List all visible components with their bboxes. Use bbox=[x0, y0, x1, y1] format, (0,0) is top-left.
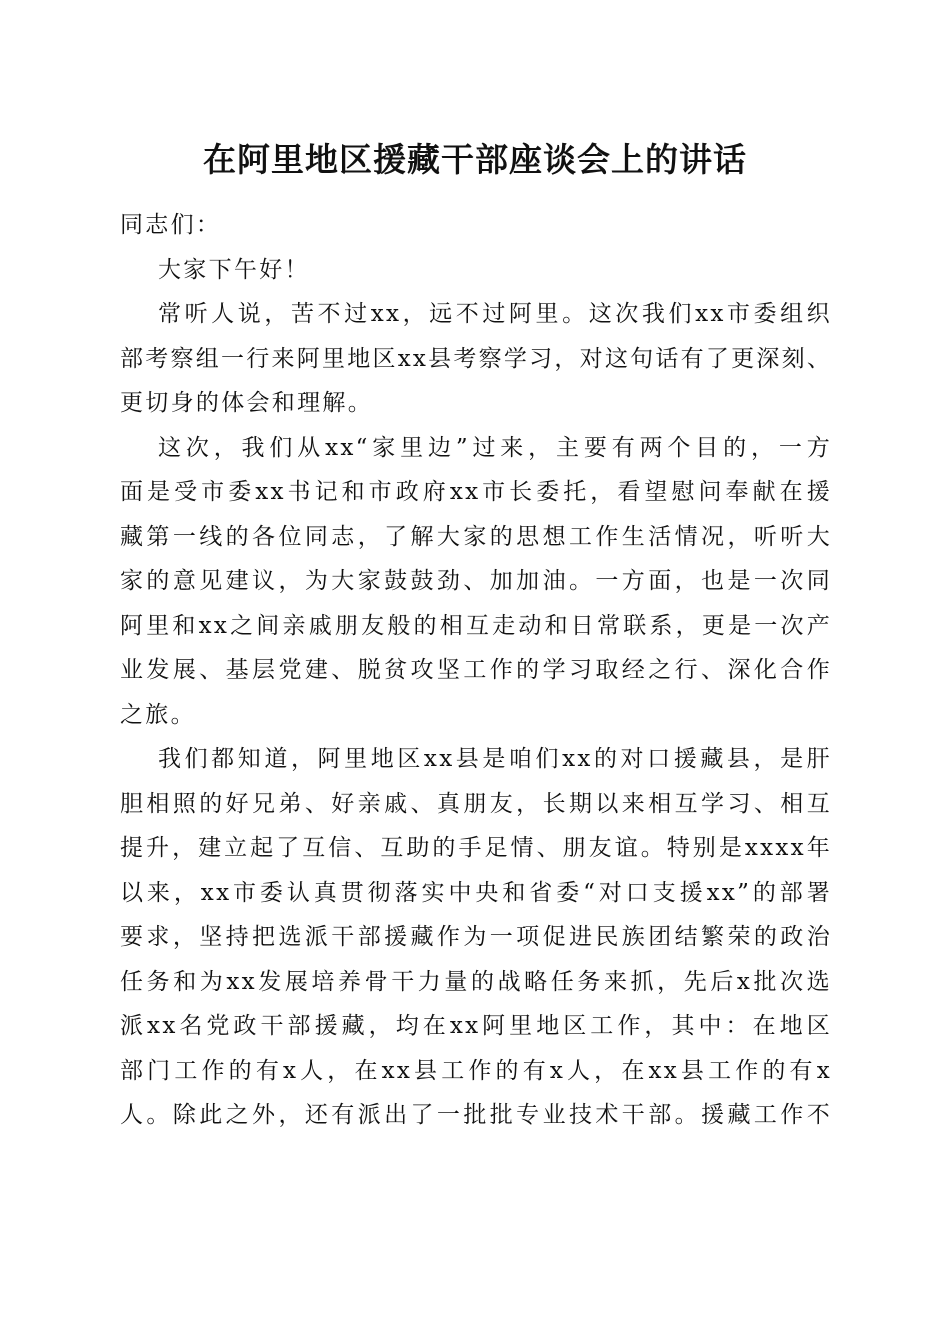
document-title: 在阿里地区援藏干部座谈会上的讲话 bbox=[203, 140, 747, 179]
paragraph-2-line-1: 这次，我们从xx“家里边”过来，主要有两个目的，一方 bbox=[158, 434, 832, 461]
paragraph-2-line-5: 阿里和xx之间亲戚朋友般的相互走动和日常联系，更是一次产 bbox=[120, 612, 832, 639]
paragraph-3-line-2: 胆相照的好兄弟、好亲戚、真朋友，长期以来相互学习、相互 bbox=[120, 790, 832, 817]
paragraph-1-line-2: 部考察组一行来阿里地区xx县考察学习，对这句话有了更深刻、 bbox=[120, 345, 832, 372]
paragraph-3-line-1: 我们都知道，阿里地区xx县是咱们xx的对口援藏县，是肝 bbox=[158, 746, 832, 772]
salutation-line: 同志们： bbox=[120, 212, 222, 238]
paragraph-3-line-7: 派xx名党政干部援藏，均在xx阿里地区工作，其中：在地区 bbox=[120, 1013, 832, 1039]
paragraph-3-line-3: 提升，建立起了互信、互助的手足情、朋友谊。特别是xxxx年 bbox=[120, 835, 832, 861]
greeting-line: 大家下午好！ bbox=[158, 256, 310, 283]
paragraph-1-line-1: 常听人说，苦不过xx，远不过阿里。这次我们xx市委组织 bbox=[158, 301, 832, 327]
paragraph-3-line-9: 人。除此之外，还有派出了一批批专业技术干部。援藏工作不 bbox=[120, 1102, 832, 1128]
paragraph-3-line-6: 任务和为xx发展培养骨干力量的战略任务来抓，先后x批次选 bbox=[120, 968, 832, 995]
paragraph-3-line-4: 以来，xx市委认真贯彻落实中央和省委“对口支援xx”的部署 bbox=[120, 879, 832, 906]
paragraph-2-line-4: 家的意见建议，为大家鼓鼓劲、加加油。一方面，也是一次同 bbox=[120, 568, 832, 594]
paragraph-1-line-3: 更切身的体会和理解。 bbox=[120, 390, 373, 416]
paragraph-2-line-7: 之旅。 bbox=[120, 701, 196, 728]
paragraph-3-line-8: 部门工作的有x人，在xx县工作的有x人，在xx县工作的有x bbox=[120, 1057, 832, 1084]
paragraph-2-line-2: 面是受市委xx书记和市政府xx市长委托，看望慰问奉献在援 bbox=[120, 479, 832, 505]
paragraph-2-line-6: 业发展、基层党建、脱贫攻坚工作的学习取经之行、深化合作 bbox=[120, 657, 832, 683]
paragraph-2-line-3: 藏第一线的各位同志，了解大家的思想工作生活情况，听听大 bbox=[120, 523, 832, 550]
paragraph-3-line-5: 要求，坚持把选派干部援藏作为一项促进民族团结繁荣的政治 bbox=[120, 924, 832, 950]
document-body bbox=[120, 203, 832, 1138]
